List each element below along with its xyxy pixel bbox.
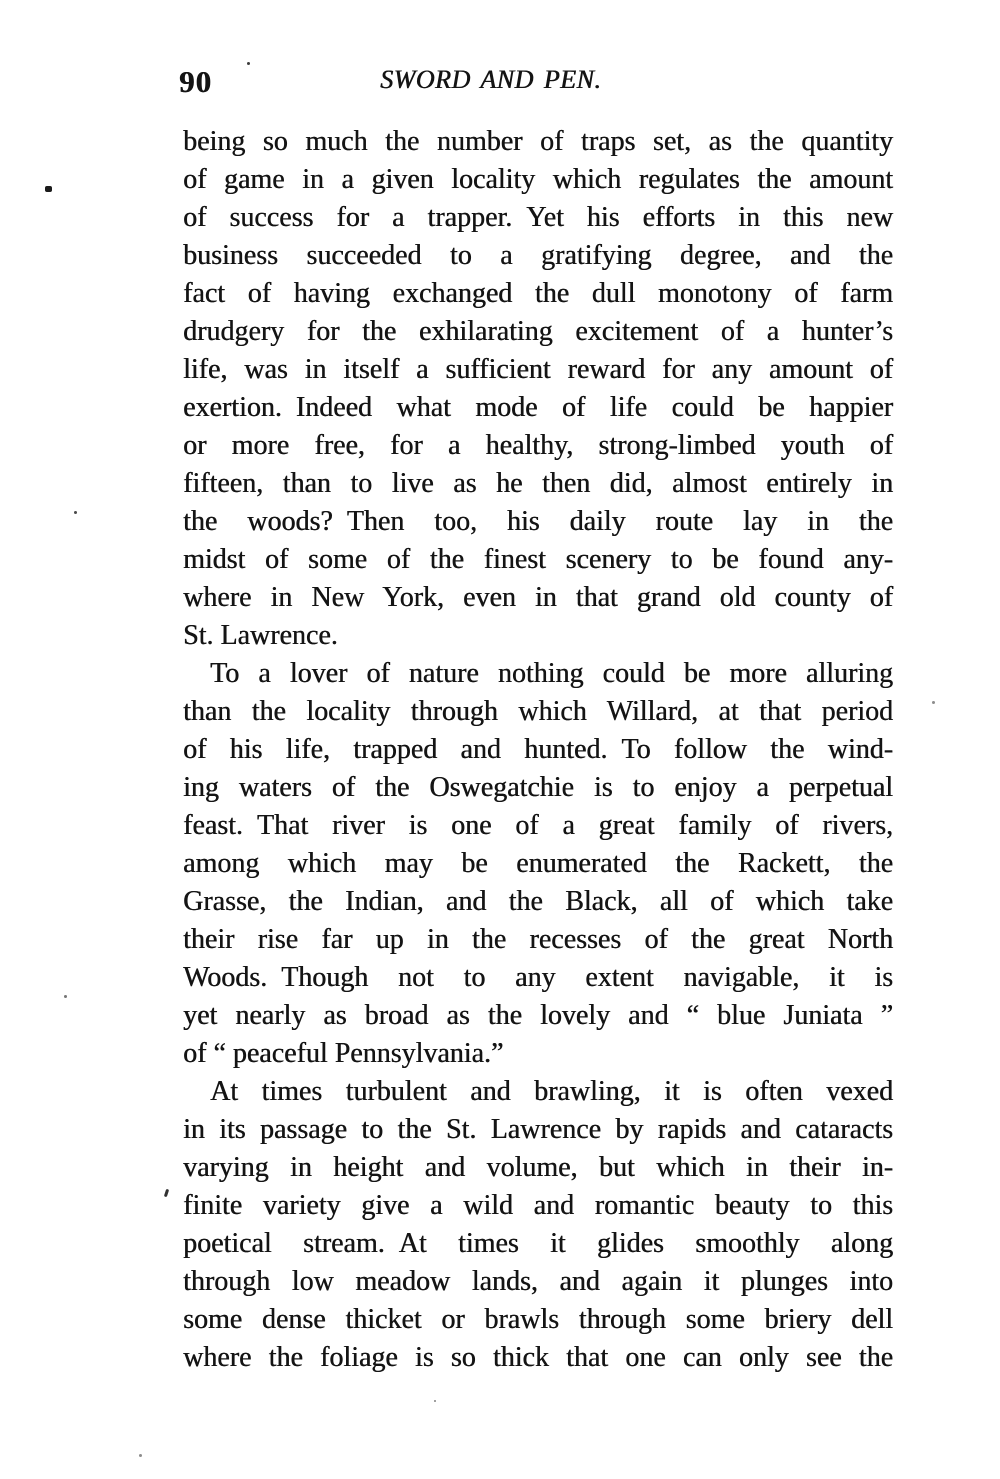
scan-speck xyxy=(932,701,935,704)
text-line: exertion. Indeed what mode of life could be happier xyxy=(183,392,893,423)
text-line: Woods. Though not to any extent navigable, it is xyxy=(183,962,893,993)
text-line: among which may be enumerated the Rackett, the xyxy=(183,848,893,879)
text-line: of “ peaceful Pennsylvania.” xyxy=(183,1038,504,1069)
scan-speck xyxy=(139,1454,142,1457)
scan-speck xyxy=(74,511,77,514)
text-line: varying in height and volume, but which in their in- xyxy=(183,1152,893,1183)
text-line: of success for a trapper. Yet his efforts in this new xyxy=(183,202,893,233)
text-line: ing waters of the Oswegatchie is to enjoy a perpetual xyxy=(183,772,893,803)
paragraph xyxy=(183,1073,893,1377)
text-line: finite variety give a wild and romantic beauty to this xyxy=(183,1190,893,1221)
paragraph xyxy=(183,655,893,1073)
page-number: 90 xyxy=(179,64,212,99)
text-line: midst of some of the finest scenery to be found any- xyxy=(183,544,893,575)
text-line: where the foliage is so thick that one can only see the xyxy=(183,1342,893,1373)
paragraph xyxy=(183,123,893,655)
text-line: Grasse, the Indian, and the Black, all of which take xyxy=(183,886,893,917)
scan-speck xyxy=(434,1400,436,1402)
text-line: or more free, for a healthy, strong-limbed youth of xyxy=(183,430,893,461)
text-line: of game in a given locality which regulates the amount xyxy=(183,164,893,195)
scan-speck xyxy=(247,62,250,65)
text-line: fifteen, than to live as he then did, almost entirely in xyxy=(183,468,893,499)
scan-speck xyxy=(64,995,67,998)
text-line: fact of having exchanged the dull monotony of farm xyxy=(183,278,893,309)
text-line: poetical stream. At times it glides smoothly along xyxy=(183,1228,893,1259)
text-line: feast. That river is one of a great family of rivers, xyxy=(183,810,893,841)
text-line: St. Lawrence. xyxy=(183,620,338,651)
text-line: business succeeded to a gratifying degree, and the xyxy=(183,240,893,271)
text-line: than the locality through which Willard, at that period xyxy=(183,696,893,727)
text-line: To a lover of nature nothing could be more alluring xyxy=(210,658,893,689)
text-line: where in New York, even in that grand old county of xyxy=(183,582,893,613)
text-line: At times turbulent and brawling, it is often vexed xyxy=(210,1076,893,1107)
text-line: being so much the number of traps set, as the quantity xyxy=(183,126,893,157)
running-title: SWORD AND PEN. xyxy=(380,65,602,94)
text-line: some dense thicket or brawls through some briery dell xyxy=(183,1304,893,1335)
text-line: of his life, trapped and hunted. To follow the wind- xyxy=(183,734,893,765)
scan-speck xyxy=(45,186,52,192)
body-text xyxy=(183,123,893,1377)
text-line: their rise far up in the recesses of the great North xyxy=(183,924,893,955)
scan-speck xyxy=(164,1189,169,1198)
text-line: yet nearly as broad as the lovely and “ blue Juniata ” xyxy=(183,1000,893,1031)
text-line: in its passage to the St. Lawrence by rapids and cataracts xyxy=(183,1114,893,1145)
text-line: the woods? Then too, his daily route lay in the xyxy=(183,506,893,537)
text-line: drudgery for the exhilarating excitement of a hunter’s xyxy=(183,316,893,347)
text-line: through low meadow lands, and again it plunges into xyxy=(183,1266,893,1297)
text-line: life, was in itself a sufficient reward for any amount of xyxy=(183,354,893,385)
